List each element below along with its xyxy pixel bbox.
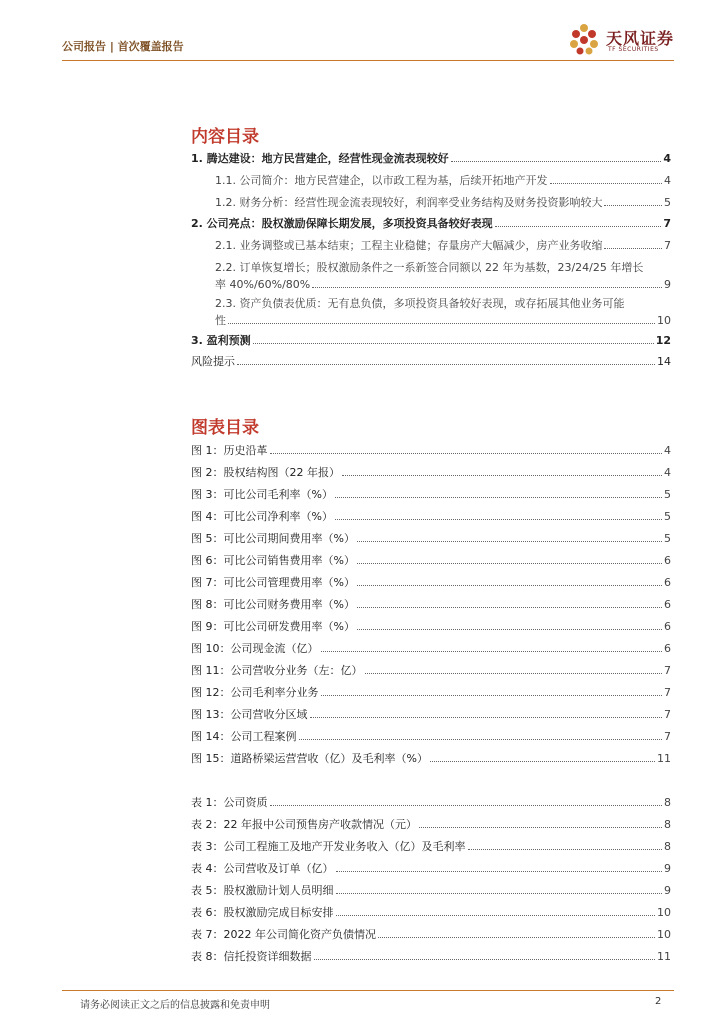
figure-entry[interactable]: 图 4：可比公司净利率（%） 5 [191,510,671,523]
figure-entry[interactable]: 图 3：可比公司毛利率（%） 5 [191,488,671,501]
toc-entry[interactable]: 2. 公司亮点：股权激励保障长期发展，多项投资具备较好表现 7 [191,217,671,230]
page-header [0,0,724,64]
page-number: 2 [655,996,662,1007]
logo-name: 天风证券 [606,29,675,48]
toc-title: 内容目录 [191,127,259,147]
company-logo [566,20,676,60]
figure-entry[interactable]: 图 1：历史沿革 4 [191,444,671,457]
figure-entry[interactable]: 图 9：可比公司研发费用率（%） 6 [191,620,671,633]
table-entry[interactable]: 表 7：2022 年公司简化资产负债情况 10 [191,928,671,941]
table-entry[interactable]: 表 2：22 年报中公司预售房产收款情况（元） 8 [191,818,671,831]
toc-entry[interactable]: 风险提示 14 [191,355,671,368]
figure-entry[interactable]: 图 12：公司毛利率分业务 7 [191,686,671,699]
figure-entry[interactable]: 图 13：公司营收分区域 7 [191,708,671,721]
figure-entry[interactable]: 图 6：可比公司销售费用率（%） 6 [191,554,671,567]
figure-entry[interactable]: 图 15：道路桥梁运营营收（亿）及毛利率（%） 11 [191,752,671,765]
table-entry[interactable]: 表 6：股权激励完成目标安排 10 [191,906,671,919]
toc-entry[interactable]: 1.2. 财务分析：经营性现金流表现较好，利润率受业务结构及财务投资影响较大 5 [215,196,671,209]
figure-entry[interactable]: 图 14：公司工程案例 7 [191,730,671,743]
toc-entry[interactable]: 2.2. 订单恢复增长；股权激励条件之一系新签合同额以 22 年为基数，23/24/25 年增长 率 40%/60%/80% 9 [215,261,671,291]
table-entry[interactable]: 表 8：信托投资详细数据 11 [191,950,671,963]
figure-entry[interactable]: 图 8：可比公司财务费用率（%） 6 [191,598,671,611]
figure-entry[interactable]: 图 2：股权结构图（22 年报） 4 [191,466,671,479]
report-type: 公司报告 | 首次覆盖报告 [62,40,184,53]
figure-entry[interactable]: 图 10：公司现金流（亿） 6 [191,642,671,655]
footer-divider [62,990,674,991]
logo-subtitle: TF SECURITIES [608,46,659,53]
figure-entry[interactable]: 图 7：可比公司管理费用率（%） 6 [191,576,671,589]
logo-flower-icon [566,20,602,58]
toc-entry[interactable]: 1. 腾达建设：地方民营建企，经营性现金流表现较好 4 [191,152,671,165]
table-entry[interactable]: 表 4：公司营收及订单（亿） 9 [191,862,671,875]
toc-entry[interactable]: 2.3. 资产负债表优质：无有息负债，多项投资具备较好表现，或存拓展其他业务可能 性 10 [215,297,671,327]
table-entry[interactable]: 表 1：公司资质 8 [191,796,671,809]
table-entry[interactable]: 表 5：股权激励计划人员明细 9 [191,884,671,897]
toc-entry[interactable]: 3. 盈利预测 12 [191,334,671,347]
figures-title: 图表目录 [191,418,259,438]
table-entry[interactable]: 表 3：公司工程施工及地产开发业务收入（亿）及毛利率 8 [191,840,671,853]
toc-entry[interactable]: 2.1. 业务调整或已基本结束；工程主业稳健；存量房产大幅减少，房产业务收缩 7 [215,239,671,252]
toc-entry[interactable]: 1.1. 公司简介：地方民营建企，以市政工程为基，后续开拓地产开发 4 [215,174,671,187]
footer-disclaimer: 请务必阅读正文之后的信息披露和免责申明 [80,1000,270,1011]
figure-entry[interactable]: 图 5：可比公司期间费用率（%） 5 [191,532,671,545]
header-divider [62,60,674,61]
figure-entry[interactable]: 图 11：公司营收分业务（左：亿） 7 [191,664,671,677]
